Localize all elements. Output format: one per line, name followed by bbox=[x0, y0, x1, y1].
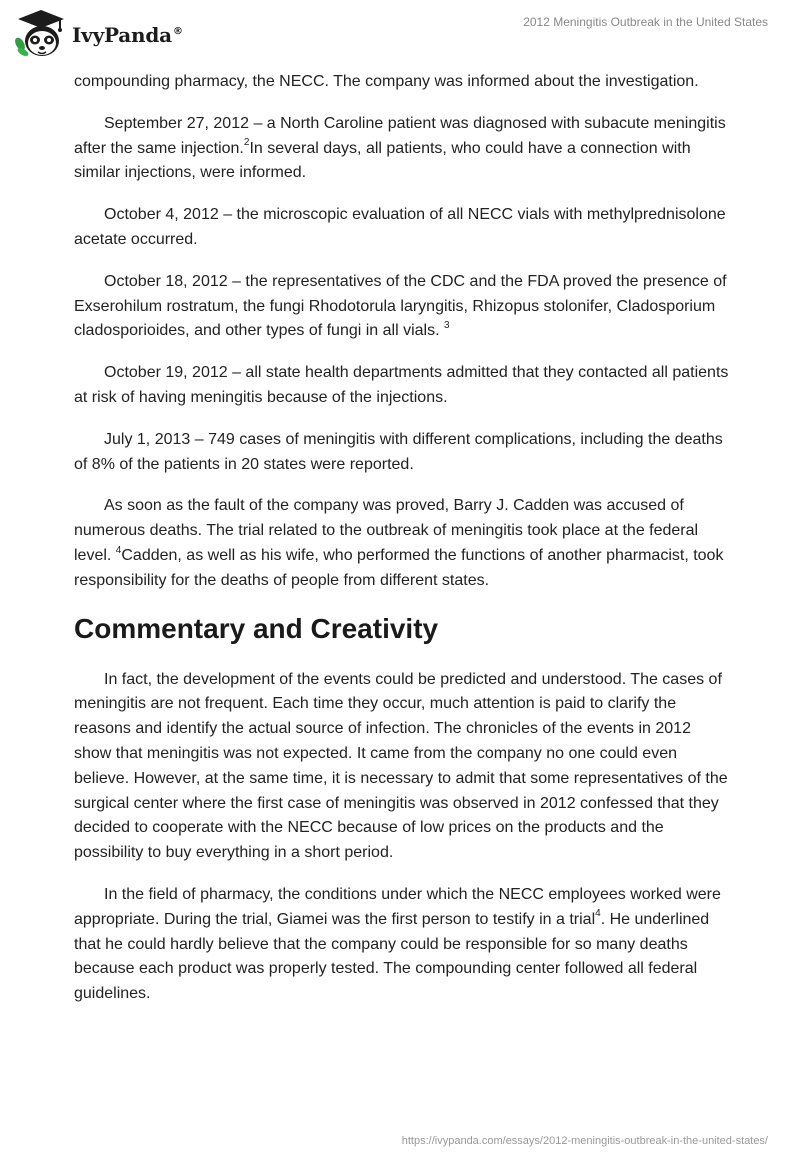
timeline-paragraph-sep27: September 27, 2012 – a North Caroline patient was diagnosed with subacute meningitis after the same injection.$^2$In several days, all patients, who could have a connection with similar injections, were informed. bbox=[74, 114, 726, 182]
commentary-paragraph-2: In the field of pharmacy, the conditions under which the NECC employees worked were appropriate. During the trial, Giamei was the first person to testify in a trial$^4$. He underlined that he could hardly believe that the company could be responsible for so many deaths because each product was properly tested. The compounding center followed all federal guidelines. bbox=[74, 885, 721, 1003]
timeline-paragraph-jul1: July 1, 2013 – 749 cases of meningitis with different complications, including the deaths of 8% of the patients in 20 states were reported. bbox=[74, 430, 723, 473]
ivypanda-logo[interactable] bbox=[14, 8, 183, 60]
page-header bbox=[0, 0, 800, 66]
footnote-ref[interactable]: 2 bbox=[243, 137, 250, 149]
timeline-paragraph-oct4: October 4, 2012 – the microscopic evaluation of all NECC vials with methylprednisolone acetate occurred. bbox=[74, 206, 726, 248]
footnote-ref[interactable]: 3 bbox=[444, 320, 450, 332]
section-heading: Commentary and Creativity bbox=[74, 612, 439, 644]
footnote-ref[interactable]: 4 bbox=[595, 908, 601, 920]
source-url[interactable]: https://ivypanda.com/essays/2012-meningitis-outbreak-in-the-united-states/ bbox=[401, 1135, 768, 1147]
document-title: 2012 Meningitis Outbreak in the United States bbox=[523, 15, 768, 29]
trial-paragraph: As soon as the fault of the company was proved, Barry J. Cadden was accused of numerous deaths. The trial related to the outbreak of meningitis took place at the federal level. $^4$Cadden, as well as his wife, who performed the functions of another pharmacist, took responsibility for the deaths of people from different states. bbox=[74, 497, 724, 589]
registered-mark: ® bbox=[172, 26, 183, 38]
timeline-paragraph-oct19: October 19, 2012 – all state health departments admitted that they contacted all patients at risk of having meningitis because of the injections. bbox=[74, 364, 729, 406]
footnote-ref[interactable]: 4 bbox=[115, 544, 122, 556]
commentary-paragraph-1: In fact, the development of the events could be predicted and understood. The cases of meningitis are not frequent. Each time they occur, much attention is paid to clarify the reasons and identify the actual source of infection. The chronicles of the events in 2012 show that meningitis was not expected. It came from the company no one could even believe. However, at the same time, it is necessary to admit that some representatives of the surgical center where the first case of meningitis was observed in 2012 confessed that they decided to cooperate with the NECC because of low prices on the products and the possibility to buy everything in a short period. bbox=[74, 670, 728, 862]
essay-body bbox=[74, 70, 729, 1024]
timeline-paragraph-oct18: October 18, 2012 – the representatives of the CDC and the FDA proved the presence of Exserohilum rostratum, the fungi Rhodotorula laryngitis, Rhizopus stolonifer, Cladosporium cladosporioides, and other types of fungi in all vials. $^3$ bbox=[74, 272, 727, 340]
paragraph-continuation: compounding pharmacy, the NECC. The company was informed about the investigation. bbox=[74, 73, 699, 90]
logo-wordmark: IvyPanda® bbox=[72, 23, 183, 47]
panda-graduate-icon bbox=[14, 8, 68, 60]
